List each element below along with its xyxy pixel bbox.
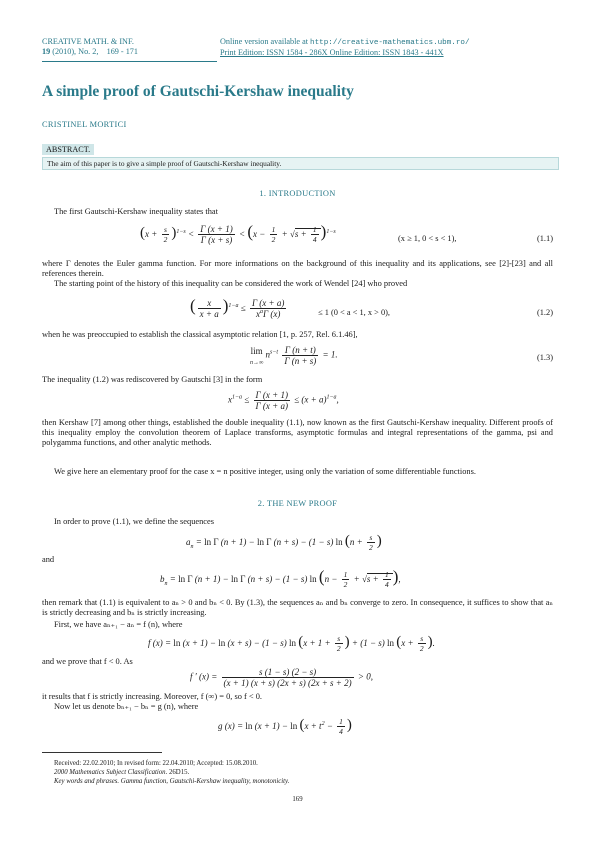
page-number: 169 (292, 796, 303, 803)
online-url[interactable]: http://creative-mathematics.ubm.ro/ (310, 39, 470, 47)
equation-1-2-condition: ≤ 1 (0 < a < 1, x > 0), (318, 308, 391, 317)
proof-paragraph-3: First, we have aₙ₊₁ − aₙ = f (n), where (54, 620, 183, 629)
proof-paragraph-4: and we prove that f < 0. As (42, 657, 133, 666)
equation-number-1-1: (1.1) (536, 234, 553, 243)
received-dates: Received: 22.02.2010; In revised form: 22.04.2010; Accepted: 15.08.2010. (54, 760, 258, 767)
print-edition: Print Edition: ISSN 1584 - 286X Online Edition: ISSN 1843 - 441X (220, 48, 444, 57)
equation-1-3: lim n→∞ $n^{s-t}$ $\frac{\Gamma (n + t)}{\Gamma (n + s)}$ = 1. (250, 345, 338, 366)
journal-name: CREATIVE MATH. & INF. (42, 37, 134, 46)
proof-paragraph-1: In order to prove (1.1), we define the sequences (54, 517, 214, 526)
intro-paragraph-2: where Γ denotes the Euler gamma function. For more informations on the background of this inequality and its applications, see [2]-[23] and all references therein. (42, 259, 553, 279)
header-rule-left (42, 61, 217, 62)
paper-title: A simple proof of Gautschi-Kershaw inequality (42, 83, 354, 100)
intro-paragraph-1: The first Gautschi-Kershaw inequality states that (54, 207, 218, 216)
section-heading-new-proof: 2. THE NEW PROOF (257, 499, 338, 508)
footnote-rule (42, 752, 162, 753)
footnotes (54, 759, 289, 786)
equation-number-1-2: (1.2) (536, 308, 553, 317)
proof-paragraph-5: it results that f is strictly increasing. Moreover, f (∞) = 0, so f < 0. (42, 692, 262, 701)
function-g-definition: g $(x) = \ln (x + 1) - \ln (x + t^2$ − $\frac{1}{4}$ ) (218, 717, 352, 737)
equation-1-2: ( $\frac{x}{x + a}$ )$^{1-a}$ ≤ $\frac{\Gamma (x + a)}{x^a\Gamma (x)}$ (190, 296, 285, 320)
journal-header (42, 37, 138, 57)
proof-paragraph-2: then remark that (1.1) is equivalent to aₙ > 0 and bₙ < 0. By (1.3), the sequences aₙ and bₙ converge to zero. In consequence, it suffices to show that aₙ is strictly decreasing and bₙ is strictly increasing. (42, 598, 553, 618)
intro-paragraph-7: We give here an elementary proof for the case x = n positive integer, using only the variation of some differentiable functions. (54, 467, 476, 476)
intro-paragraph-5: The inequality (1.2) was rediscovered by Gautschi [3] in the form (42, 375, 263, 384)
equation-1-1-condition: (x ≥ 1, 0 < s < 1), (398, 234, 457, 243)
equation-number-1-3: (1.3) (536, 353, 553, 362)
journal-issue: 19 (2010), No. 2, 169 - 171 (42, 47, 138, 56)
intro-paragraph-3: The starting point of the history of this inequality can be considered the work of Wendel [24] who proved (54, 279, 408, 288)
msc-classification: 2000 Mathematics Subject Classification. 26D15. (54, 769, 190, 776)
online-version: Online version available at http://creative-mathematics.ubm.ro/ (220, 37, 470, 47)
gautschi-inequality: $x^{1-a}$ ≤ $\frac{\Gamma (x + 1)}{\Gamma (x + a)}$ ≤ $(x + a)^{1-a}$, (228, 390, 339, 411)
keywords: Key words and phrases. Gamma function, Gautschi-Kershaw inequality, monotonicity. (54, 778, 290, 785)
intro-paragraph-6: then Kershaw [7] among other things, established the double inequality (1.1), now known as the first Gautschi-Kershaw inequality. Different proofs of this inequality employ the convolution theorem of Laplace transforms, asymptotic formulas and integral representations of the gamma, psi and polygamma functions, and other analytic methods. (42, 418, 553, 448)
abstract-label: ABSTRACT. (42, 144, 94, 155)
proof-paragraph-6: Now let us denote bₙ₊₁ − bₙ = g (n), where (54, 702, 199, 711)
author-name: CRISTINEL MORTICI (42, 120, 127, 129)
abstract-text: The aim of this paper is to give a simple proof of Gautschi-Kershaw inequality. (42, 157, 559, 170)
sequence-a-definition: $a_n = \ln \Gamma$ (n + 1) − ln Γ (n + s) − (1 − s) ln (n + $\frac{s}{2}$ ) (186, 533, 382, 553)
and-connector: and (42, 555, 55, 564)
function-f-definition: f (x) = ln (x + 1) − ln (x + s) − (1 − s) ln (x + 1 + $\frac{s}{2}$ ) + (1 − s) ln (x + $\frac{s}{2}$ ). (148, 634, 435, 654)
edition-info (220, 37, 470, 58)
abstract-block (42, 139, 559, 170)
section-heading-introduction: 1. INTRODUCTION (259, 189, 336, 198)
intro-paragraph-4: when he was preoccupied to establish the classical asymptotic relation [1, p. 257, Rel. 6.1.46], (42, 330, 358, 339)
sequence-b-definition: $b_n = \ln \Gamma$ (n + 1) − ln Γ (n + s) − (1 − s) ln (n − $\frac{1}{2}$ + √s + $\frac{1}{4}$ ), (160, 567, 401, 590)
derivative-f: f ′ (x) = $\frac{s (1 - s) (2 - s)}{(x + 1) (x + s) (2x + s) (2x + s + 2)}$ > 0, (190, 667, 373, 688)
equation-1-1: (x + $\frac{s}{2}$ )$^{1-s}$ < $\frac{\Gamma (x + 1)}{\Gamma (x + s)}$ < (x − $\frac{1}{2}$ + √s + $\frac{1}{4}$ )$^{1-s}$ (140, 222, 336, 246)
